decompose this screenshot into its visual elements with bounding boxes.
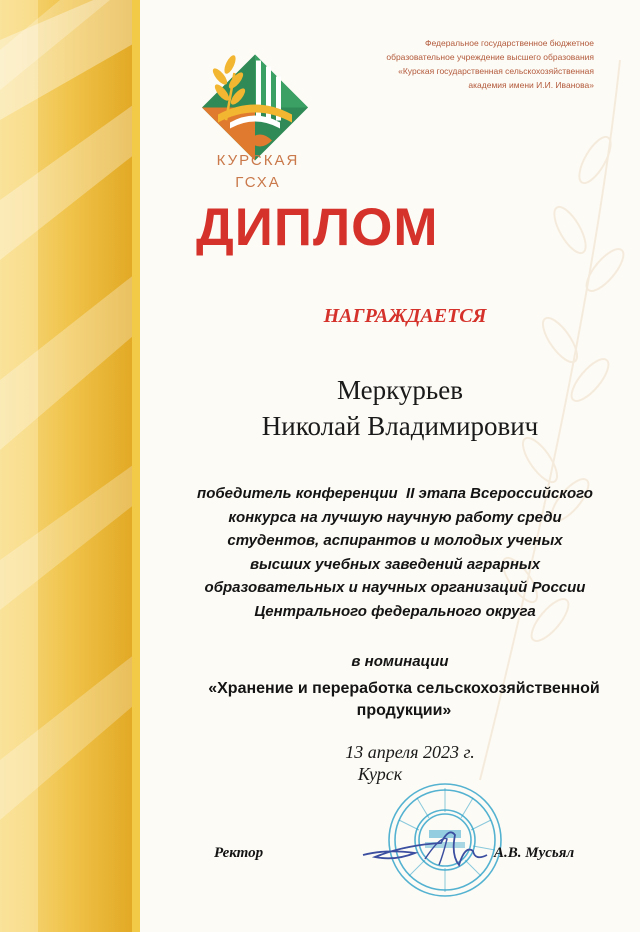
nomination-line: «Хранение и переработка сельскохозяйственной (208, 680, 600, 697)
recipient-name (190, 372, 610, 444)
logo-brand-text (178, 150, 338, 194)
award-date: 13 апреля 2023 г. (345, 742, 475, 762)
signatory-position: Ректор (214, 845, 264, 861)
organization-line: Федеральное государственное бюджетное (425, 38, 594, 48)
award-description (160, 482, 630, 623)
nomination-title (180, 678, 628, 722)
signatory-name: А.В. Мусьял (494, 845, 575, 861)
award-city: Курск (357, 764, 403, 784)
recipient-given-names: Николай Владимирович (261, 411, 539, 441)
decorative-gold-band (0, 0, 140, 932)
organization-line: академия имени И.И. Иванова» (468, 80, 594, 90)
organization-line: образовательное учреждение высшего образования (386, 52, 594, 62)
nomination-line: продукции» (356, 702, 452, 719)
nomination-label: в номинации (351, 653, 449, 670)
description-line: конкурса на лучшую научную работу среди (228, 508, 562, 526)
description-line: победитель конференции II этапа Всероссийского (197, 485, 593, 502)
organization-header (294, 36, 594, 92)
organization-line: «Курская государственная сельскохозяйственная (398, 66, 594, 76)
awarded-label: НАГРАЖДАЕТСЯ (323, 305, 487, 327)
recipient-surname: Меркурьев (337, 375, 463, 405)
rector-signature-icon (355, 815, 495, 875)
description-line: Центрального федерального округа (254, 602, 536, 620)
description-line: высших учебных заведений аграрных (249, 555, 541, 573)
description-line: студентов, аспирантов и молодых ученых (227, 532, 563, 549)
logo-text-line: КУРСКАЯ (216, 152, 300, 169)
description-line: образовательных и научных организаций России (204, 579, 586, 596)
diploma-title: ДИПЛОМ (196, 198, 439, 257)
logo-text-line: ГСХА (235, 174, 281, 191)
